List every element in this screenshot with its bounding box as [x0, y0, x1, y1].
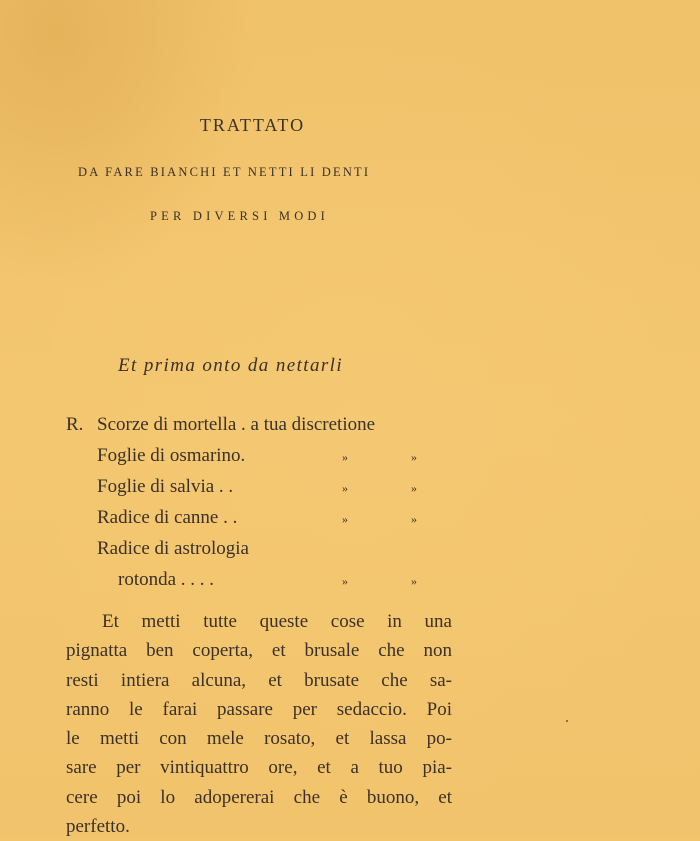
paragraph-line: Et metti tutte queste cose in una: [102, 611, 452, 632]
paragraph-line: pignatta ben coperta, et brusale che non: [66, 640, 452, 662]
ditto-mark: »: [342, 512, 348, 526]
ditto-mark: »: [342, 481, 348, 495]
recipe-item: [66, 502, 466, 533]
recipe-item: [66, 533, 466, 564]
paper-speck: [566, 720, 568, 722]
subtitle-line-2: PER DIVERSI MODI: [150, 209, 330, 223]
instructions-paragraph: [66, 607, 456, 841]
paragraph-line: cere poi lo adopererai che è buono, et: [66, 786, 452, 808]
page-title: TRATTATO: [199, 115, 306, 135]
recipe-item-text: Scorze di mortella . a tua discretione: [97, 414, 376, 435]
recipe-item-text: Radice di astrologia: [97, 538, 249, 559]
recipe-item: [66, 409, 466, 440]
paragraph-line: sare per vintiquattro ore, et a tuo pia-: [66, 757, 452, 779]
paragraph-line: resti intiera alcuna, et brusate che sa-: [66, 669, 452, 691]
recipe-item-text: Foglie di osmarino.: [97, 445, 246, 466]
recipe-item: [66, 471, 466, 502]
recipe-item: [66, 564, 466, 595]
paragraph-line: perfetto.: [66, 816, 130, 838]
section-heading: Et prima onto da nettarli: [118, 355, 343, 376]
ditto-mark: »: [342, 574, 348, 588]
recipe-item-text: Foglie di salvia . .: [97, 476, 234, 497]
paragraph-line: le metti con mele rosato, et lassa po-: [66, 728, 452, 750]
ditto-mark: »: [411, 574, 417, 588]
ditto-mark: »: [411, 512, 417, 526]
paragraph-line: ranno le farai passare per sedaccio. Poi: [66, 698, 452, 720]
recipe-prefix: R.: [66, 414, 84, 435]
recipe-item: [66, 440, 466, 471]
ditto-mark: »: [342, 450, 348, 464]
ditto-mark: »: [411, 450, 417, 464]
ditto-mark: »: [411, 481, 417, 495]
recipe-item-text: Radice di canne . .: [97, 507, 238, 528]
recipe-item-text: rotonda . . . .: [118, 569, 215, 590]
recipe-list: [66, 409, 466, 595]
subtitle-line-1: DA FARE BIANCHI ET NETTI LI DENTI: [78, 165, 371, 179]
